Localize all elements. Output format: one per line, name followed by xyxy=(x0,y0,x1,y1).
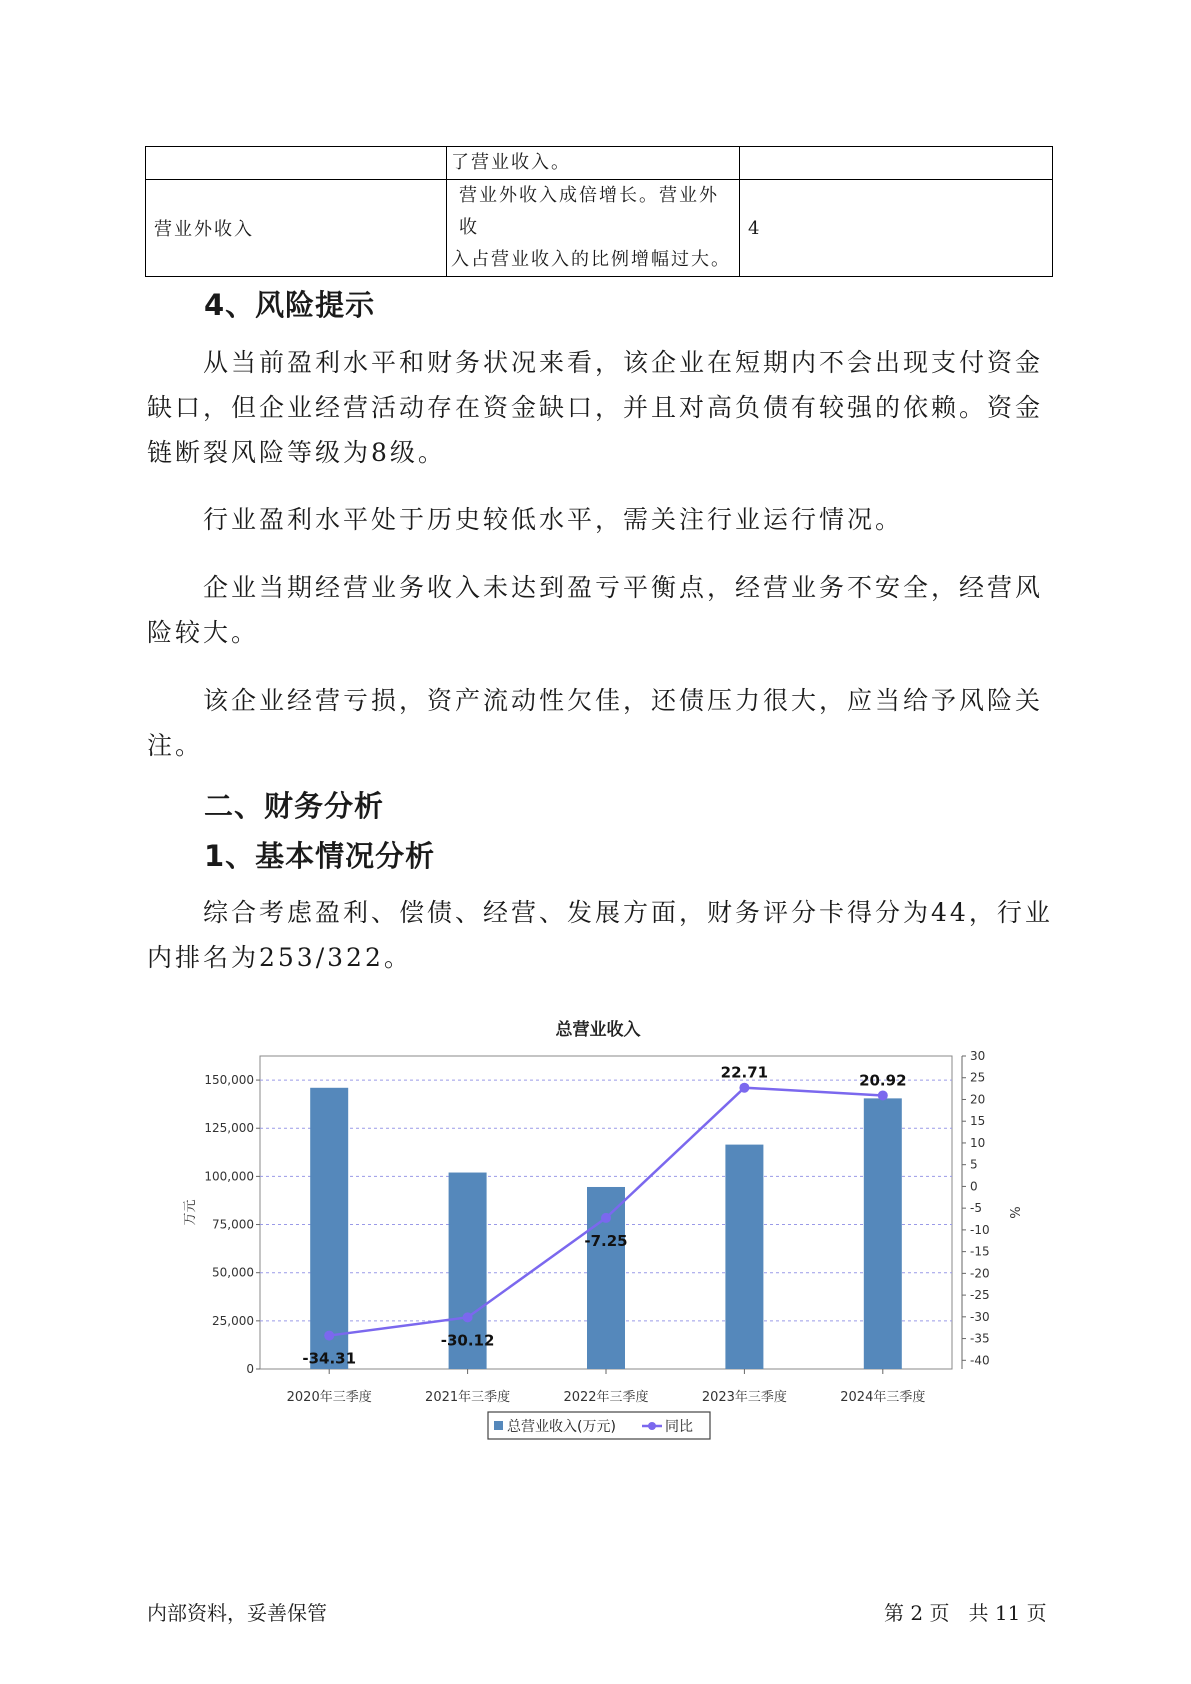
risk-paragraph-2: 行业盈利水平处于历史较低水平，需关注行业运行情况。 xyxy=(203,505,904,534)
legend-bar-swatch xyxy=(494,1421,503,1430)
cell-line: 入占营业收入的比例增幅过大。 xyxy=(451,249,731,270)
risk-heading: 4、风险提示 xyxy=(204,288,376,322)
y-tick-label: 125,000 xyxy=(204,1121,254,1136)
bar xyxy=(310,1088,348,1369)
basic-analysis-heading: 1、基本情况分析 xyxy=(204,839,436,873)
legend-line-marker xyxy=(648,1422,656,1430)
y-right-tick-label: -25 xyxy=(970,1288,990,1303)
x-tick-label: 2020年三季度 xyxy=(286,1390,372,1405)
yoy-point xyxy=(601,1213,611,1223)
yoy-data-label: 20.92 xyxy=(859,1071,907,1090)
yoy-point xyxy=(739,1083,749,1093)
y-right-tick-label: -30 xyxy=(970,1309,990,1324)
table-cell xyxy=(146,147,447,180)
footer-confidential: 内部资料，妥善保管 xyxy=(147,1601,327,1625)
footer-page-number: 第 2 页 共 11 页 xyxy=(884,1601,1047,1625)
y-tick-label: 0 xyxy=(246,1362,254,1376)
y-right-tick-label: -5 xyxy=(970,1201,982,1216)
risk-paragraph-1: 从当前盈利水平和财务状况来看，该企业在短期内不会出现支付资金缺口，但企业经营活动存在资金缺口，并且对高负债有较强的依赖。资金链断裂风险等级为8级。 xyxy=(147,348,1044,467)
y-right-tick-label: -20 xyxy=(970,1266,990,1281)
revenue-chart xyxy=(176,1005,1026,1480)
y-right-tick-label: 15 xyxy=(970,1114,986,1129)
y-right-tick-label: 10 xyxy=(970,1135,986,1150)
yoy-data-label: 22.71 xyxy=(720,1063,769,1082)
y-right-tick-label: -35 xyxy=(970,1331,990,1346)
y-right-tick-label: 20 xyxy=(970,1092,986,1107)
finance-heading: 二、财务分析 xyxy=(204,789,385,823)
risk-paragraph-4: 该企业经营亏损，资产流动性欠佳，还债压力很大，应当给予风险关注。 xyxy=(147,686,1044,760)
y-right-tick-label: -10 xyxy=(970,1222,990,1237)
y-right-tick-label: 0 xyxy=(970,1179,978,1194)
table-cell: 4 xyxy=(740,180,1053,277)
cell-line: 营业外收入成倍增长。营业外收 xyxy=(459,185,719,238)
y-right-tick-label: 25 xyxy=(970,1070,986,1085)
yoy-data-label: -7.25 xyxy=(584,1231,628,1250)
yoy-data-label: -30.12 xyxy=(440,1331,495,1350)
yoy-point xyxy=(324,1331,334,1341)
table-cell xyxy=(740,147,1053,180)
bar xyxy=(864,1098,902,1369)
table-row xyxy=(146,180,1053,277)
basic-analysis-paragraph: 综合考虑盈利、偿债、经营、发展方面，财务评分卡得分为44，行业内排名为253/322。 xyxy=(147,898,1053,972)
table-cell-description xyxy=(447,180,740,277)
bar xyxy=(725,1145,763,1369)
y-right-tick-label: -15 xyxy=(970,1244,990,1259)
table-cell: 了营业收入。 xyxy=(447,147,740,180)
y-tick-label: 75,000 xyxy=(212,1217,254,1232)
x-tick-label: 2022年三季度 xyxy=(563,1390,649,1405)
y-axis-label: 万元 xyxy=(183,1199,198,1226)
yoy-point xyxy=(878,1090,888,1100)
y-tick-label: 50,000 xyxy=(212,1265,254,1280)
x-tick-label: 2021年三季度 xyxy=(425,1390,511,1405)
legend-line-label: 同比 xyxy=(665,1419,693,1435)
yoy-point xyxy=(463,1312,473,1322)
chart-title: 总营业收入 xyxy=(555,1020,641,1040)
y-tick-label: 100,000 xyxy=(204,1169,254,1184)
y-right-tick-label: 30 xyxy=(970,1049,986,1063)
risk-paragraph-3: 企业当期经营业务收入未达到盈亏平衡点，经营业务不安全，经营风险较大。 xyxy=(147,573,1044,647)
y-right-tick-label: 5 xyxy=(970,1157,978,1172)
legend-bar-label: 总营业收入(万元) xyxy=(507,1419,616,1435)
risk-indicator-table xyxy=(145,146,1053,277)
yoy-data-label: -34.31 xyxy=(302,1349,357,1368)
y-right-axis-label: % xyxy=(1006,1206,1021,1219)
x-tick-label: 2024年三季度 xyxy=(840,1390,926,1405)
y-tick-label: 25,000 xyxy=(212,1313,254,1328)
table-cell: 营业外收入 xyxy=(146,180,447,277)
y-right-tick-label: -40 xyxy=(970,1353,990,1368)
y-tick-label: 150,000 xyxy=(204,1073,254,1088)
table-row xyxy=(146,147,1053,180)
x-tick-label: 2023年三季度 xyxy=(701,1390,787,1405)
